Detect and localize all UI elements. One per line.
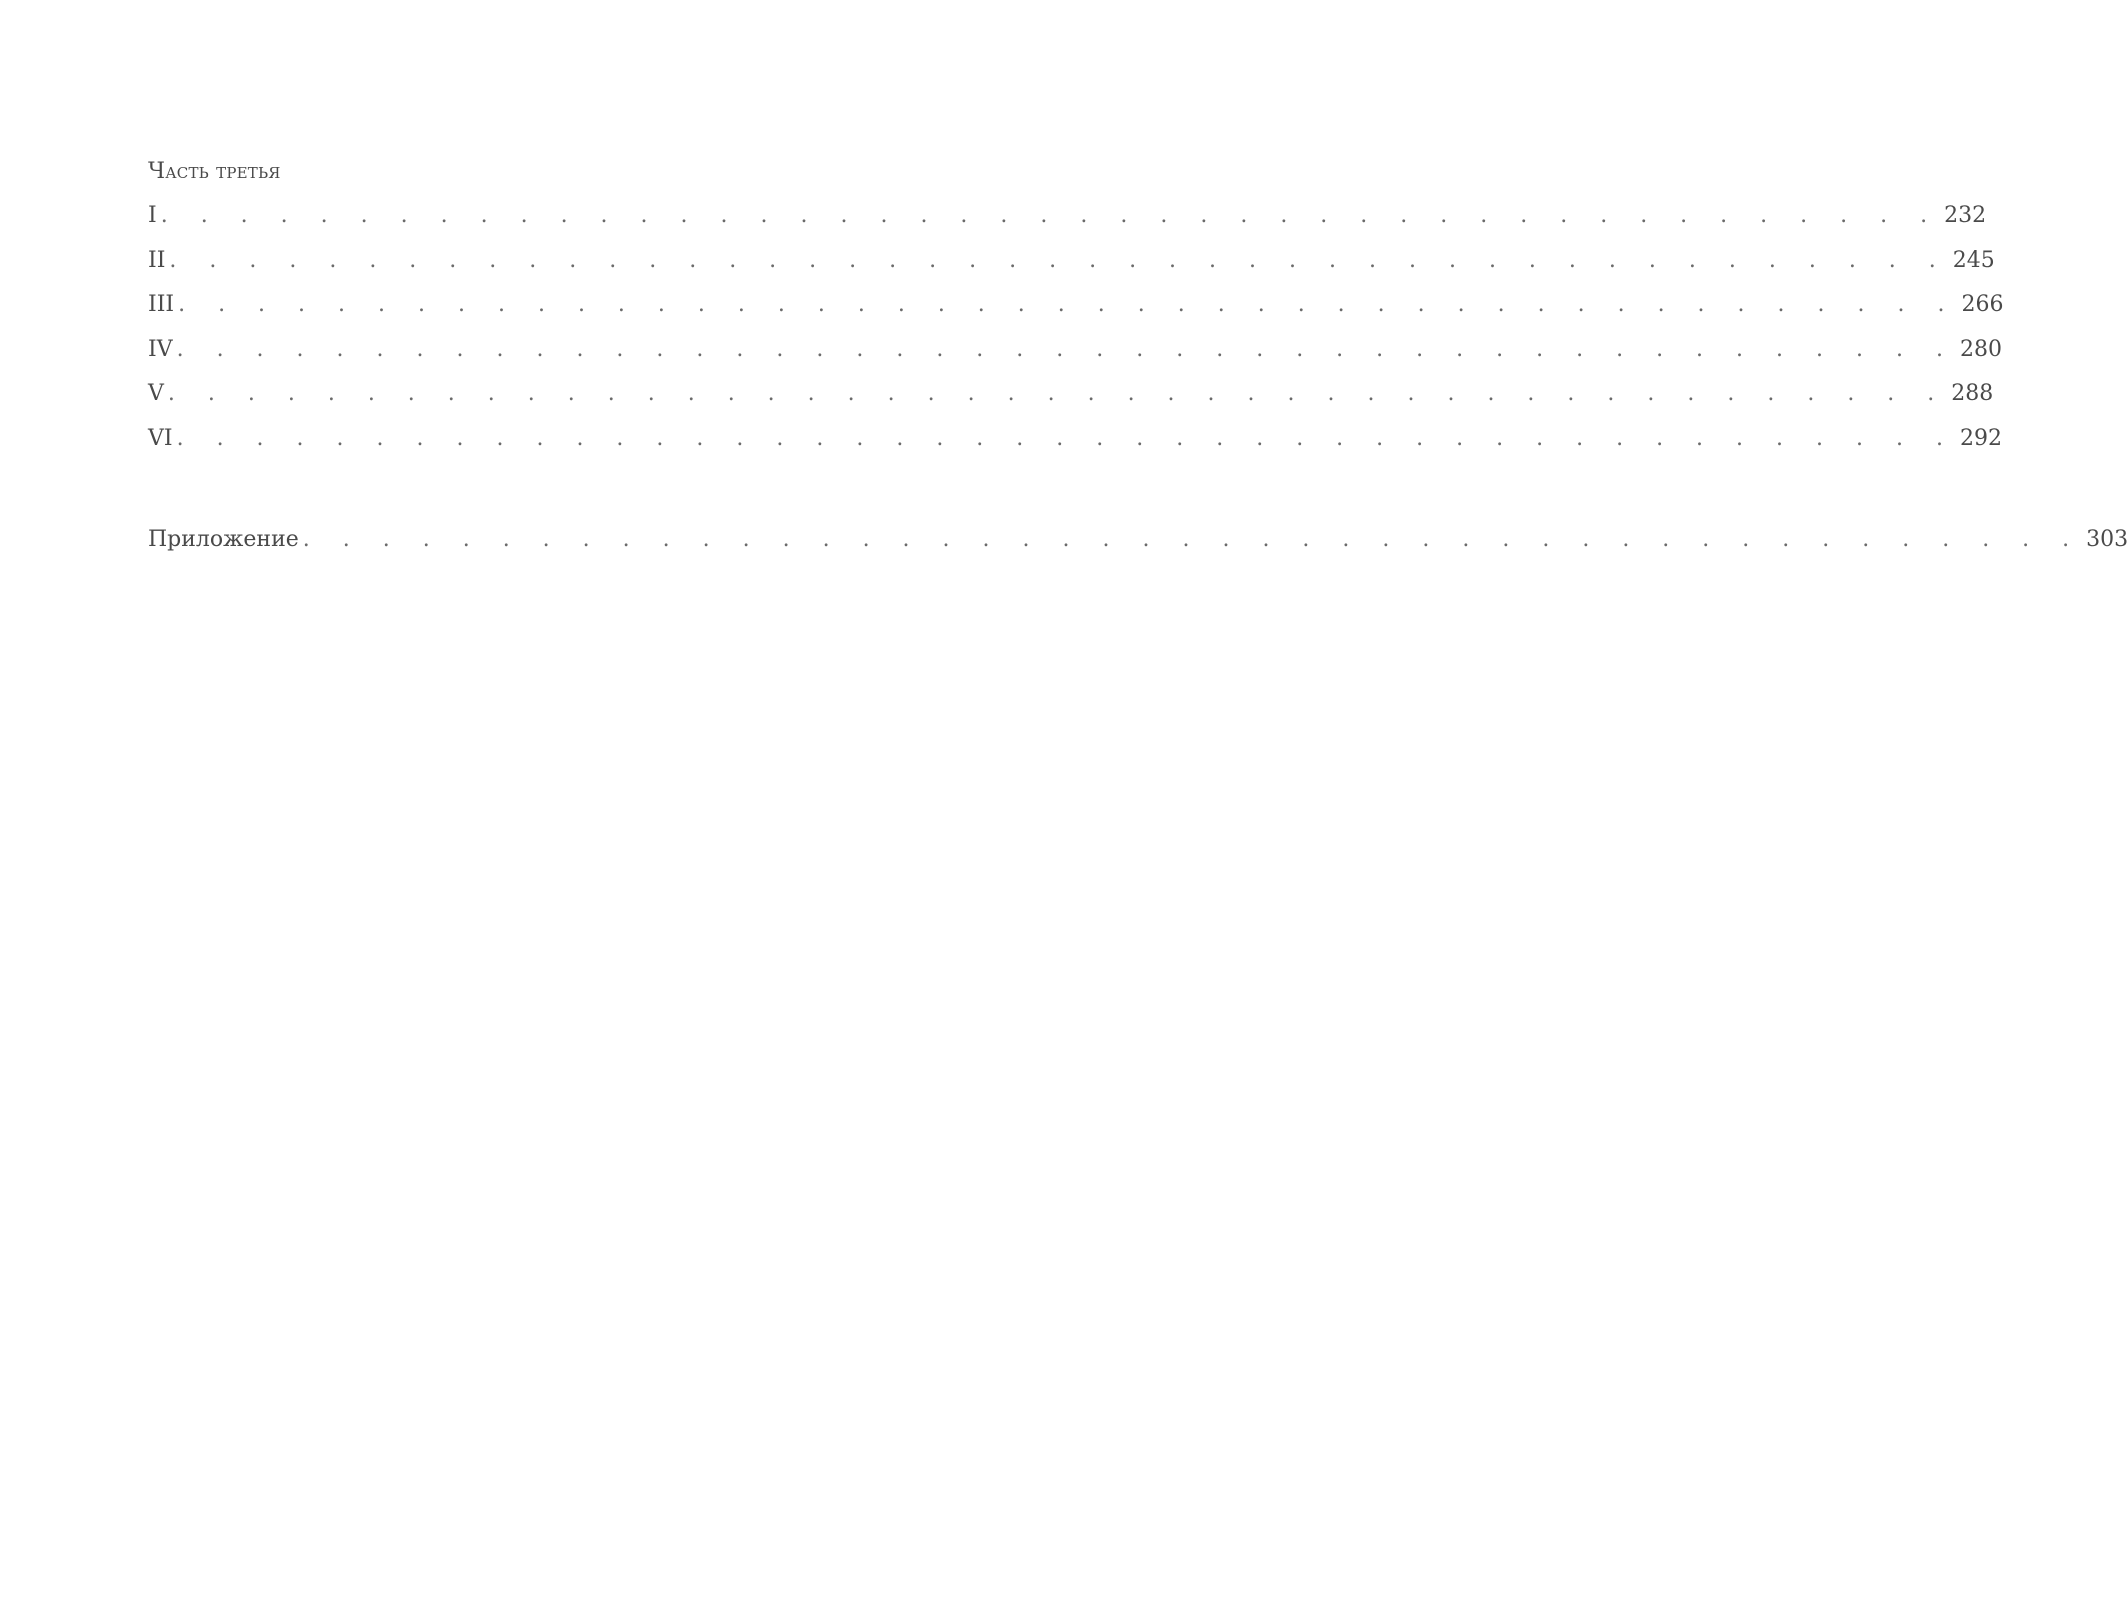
dot-leader: . . . . . . . . . . . . . . . . . . . . . . . . . . . . . . . . . . . . . . . . . . . . . bbox=[160, 203, 1941, 228]
appendix-label: Приложение bbox=[148, 526, 299, 552]
page-number: 280 bbox=[1959, 336, 2002, 362]
page-number: 266 bbox=[1961, 292, 2004, 318]
dot-leader: . . . . . . . . . . . . . . . . . . . . . . . . . . . . . . . . . . . . . . . . . . . . . bbox=[176, 425, 1956, 451]
page-number: 288 bbox=[1951, 381, 1994, 407]
page-number: 232 bbox=[1944, 203, 1987, 228]
chapter-label: II bbox=[148, 247, 166, 273]
toc-entry-appendix bbox=[148, 518, 2128, 563]
dot-leader: . . . . . . . . . . . . . . . . . . . . . . . . . . . . . . . . . . . . . . . . . . . . . bbox=[178, 292, 1958, 318]
chapter-label: I bbox=[148, 203, 157, 228]
part-heading: Часть третья bbox=[148, 159, 281, 184]
chapter-label: IV bbox=[148, 336, 173, 362]
page-number: 245 bbox=[1952, 247, 1995, 273]
toc-entry bbox=[148, 283, 2004, 328]
toc-entry bbox=[148, 372, 1994, 417]
chapter-label: VI bbox=[148, 425, 173, 451]
dot-leader: . . . . . . . . . . . . . . . . . . . . . . . . . . . . . . . . . . . . . . . . . . . . . bbox=[176, 336, 1956, 362]
toc-entry bbox=[148, 417, 2002, 462]
page-number: 303 bbox=[2086, 526, 2128, 552]
dot-leader: . . . . . . . . . . . . . . . . . . . . . . . . . . . . . . . . . . . . . . . . . . . . . bbox=[169, 247, 1949, 273]
dot-leader: . . . . . . . . . . . . . . . . . . . . . . . . . . . . . . . . . . . . . . . . . . . . . bbox=[167, 381, 1948, 407]
table-of-contents bbox=[148, 150, 2128, 562]
chapter-label: III bbox=[148, 292, 175, 318]
chapter-label: V bbox=[148, 381, 164, 407]
toc-entry bbox=[148, 239, 1995, 284]
toc-entry bbox=[148, 194, 1987, 239]
dot-leader: . . . . . . . . . . . . . . . . . . . . . . . . . . . . . . . . . . . . . . . . . . . . . bbox=[302, 526, 2083, 552]
toc-entry bbox=[148, 328, 2002, 373]
page-number: 292 bbox=[1959, 425, 2002, 451]
